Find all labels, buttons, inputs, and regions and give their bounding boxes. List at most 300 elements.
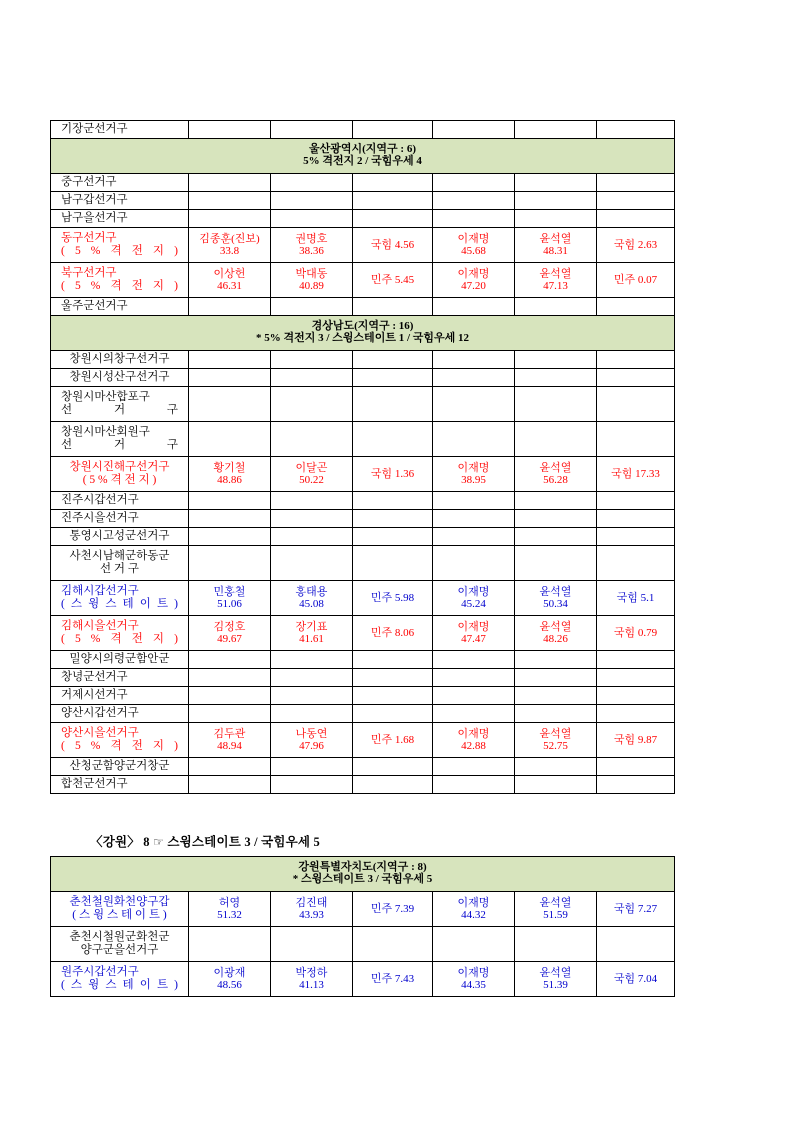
result-cell <box>189 927 271 962</box>
table-row <box>51 687 675 705</box>
cell-line: 민주 0.07 <box>613 273 658 286</box>
result-cell <box>515 457 597 492</box>
result-cell <box>189 457 271 492</box>
cell-line: 창원시성산구선거구 <box>69 370 170 383</box>
result-cell <box>271 723 353 758</box>
result-cell <box>353 228 433 263</box>
result-cell <box>433 422 515 457</box>
result-cell <box>515 776 597 794</box>
result-cell <box>353 962 433 997</box>
cell-line: 민주 8.06 <box>370 626 415 639</box>
result-cell <box>515 927 597 962</box>
result-cell <box>597 174 675 192</box>
result-cell <box>271 892 353 927</box>
result-cell <box>597 121 675 139</box>
result-cell <box>353 669 433 687</box>
cell-line: 48.31 <box>543 245 568 257</box>
result-cell <box>353 457 433 492</box>
table-row <box>51 210 675 228</box>
result-cell <box>189 528 271 546</box>
result-cell <box>353 723 433 758</box>
district-name-cell <box>51 369 189 387</box>
result-cell <box>353 298 433 316</box>
district-name-cell <box>51 687 189 705</box>
cell-line: 창원시마산합포구 <box>61 390 150 403</box>
cell-line: 김정호 <box>213 620 246 633</box>
cell-line: 동구선거구 <box>61 231 117 244</box>
table-row <box>51 510 675 528</box>
result-cell <box>515 422 597 457</box>
table-row <box>51 457 675 492</box>
cell-line: 윤석열 <box>539 585 572 598</box>
cell-line: 국힘 7.04 <box>613 972 658 985</box>
cell-line: 48.86 <box>217 474 242 486</box>
cell-line: ( 5 % 격 전 지 ) <box>61 633 178 645</box>
district-name-cell <box>51 581 189 616</box>
result-cell <box>271 927 353 962</box>
cell-line: ( 5 % 격 전 지 ) <box>61 245 178 257</box>
cell-line: 합천군선거구 <box>61 777 128 790</box>
cell-line: 윤석열 <box>539 232 572 245</box>
cell-line: 박정하 <box>295 966 328 979</box>
cell-line: 이재명 <box>457 585 490 598</box>
result-cell <box>433 351 515 369</box>
result-cell <box>597 210 675 228</box>
result-cell <box>433 927 515 962</box>
result-cell <box>433 387 515 422</box>
cell-line: 거제시선거구 <box>61 688 128 701</box>
cell-line: 진주시을선거구 <box>61 511 139 524</box>
result-cell <box>515 723 597 758</box>
result-cell <box>515 616 597 651</box>
table-row <box>51 298 675 316</box>
result-cell <box>433 758 515 776</box>
section-summary: 스윙스테이트 3 / 국힘우세 5 <box>167 835 320 849</box>
cell-line: 51.06 <box>217 598 242 610</box>
cell-line: ( 스 윙 스 테 이 트 ) <box>61 598 178 610</box>
cell-line: 민홍철 <box>213 585 246 598</box>
result-cell <box>189 758 271 776</box>
table-row <box>51 422 675 457</box>
cell-line: 56.28 <box>543 474 568 486</box>
district-name-cell <box>51 351 189 369</box>
district-name-cell <box>51 758 189 776</box>
result-cell <box>597 528 675 546</box>
result-cell <box>271 758 353 776</box>
result-cell <box>433 228 515 263</box>
cell-line: 43.93 <box>299 909 324 921</box>
cell-line: 국힘 2.63 <box>613 238 658 251</box>
result-cell <box>189 651 271 669</box>
result-cell <box>515 892 597 927</box>
result-cell <box>353 369 433 387</box>
cell-line: 윤석열 <box>539 620 572 633</box>
district-name-cell <box>51 723 189 758</box>
cell-line: 남구갑선거구 <box>61 193 128 206</box>
result-cell <box>515 121 597 139</box>
cell-line: 김두관 <box>213 727 246 740</box>
table-row <box>51 758 675 776</box>
result-cell <box>597 192 675 210</box>
result-cell <box>353 776 433 794</box>
cell-line: 선 거 구 <box>61 439 178 451</box>
table-row <box>51 581 675 616</box>
result-cell <box>597 298 675 316</box>
cell-line: 민주 7.39 <box>370 902 415 915</box>
cell-line: 46.31 <box>217 280 242 292</box>
result-cell <box>515 351 597 369</box>
table-row <box>51 351 675 369</box>
result-cell <box>353 263 433 298</box>
cell-line: 47.13 <box>543 280 568 292</box>
result-cell <box>433 457 515 492</box>
table-row <box>51 492 675 510</box>
cell-line: 국힘 9.87 <box>613 733 658 746</box>
result-cell <box>515 581 597 616</box>
result-cell <box>433 263 515 298</box>
cell-line: 이재명 <box>457 727 490 740</box>
cell-line: 국힘 4.56 <box>370 238 415 251</box>
result-cell <box>515 546 597 581</box>
result-cell <box>515 510 597 528</box>
region-header-cell <box>51 857 675 892</box>
cell-line: 50.34 <box>543 598 568 610</box>
district-name-cell <box>51 510 189 528</box>
district-name-cell <box>51 616 189 651</box>
cell-line: 김종훈(진보) <box>199 232 260 245</box>
cell-line: 이재명 <box>457 461 490 474</box>
cell-line: 황기철 <box>213 461 246 474</box>
result-cell <box>433 705 515 723</box>
result-cell <box>353 422 433 457</box>
result-cell <box>433 298 515 316</box>
result-cell <box>433 776 515 794</box>
cell-line: 48.94 <box>217 740 242 752</box>
result-cell <box>189 776 271 794</box>
result-cell <box>271 369 353 387</box>
result-cell <box>597 369 675 387</box>
cell-line: 선 거 구 <box>99 563 140 575</box>
region-title: 강원특별자치도(지역구 : 8) <box>298 861 427 874</box>
cell-line: 44.32 <box>461 909 486 921</box>
district-name-cell <box>51 705 189 723</box>
result-cell <box>597 705 675 723</box>
district-name-cell <box>51 263 189 298</box>
cell-line: 40.89 <box>299 280 324 292</box>
result-cell <box>353 510 433 528</box>
cell-line: 홍태용 <box>295 585 328 598</box>
cell-line: 47.47 <box>461 633 486 645</box>
cell-line: 진주시갑선거구 <box>61 493 139 506</box>
result-cell <box>353 351 433 369</box>
result-cell <box>433 669 515 687</box>
result-cell <box>271 387 353 422</box>
result-cell <box>189 351 271 369</box>
result-cell <box>515 387 597 422</box>
result-cell <box>515 298 597 316</box>
cell-line: ( 5 % 격 전 지 ) <box>82 474 157 486</box>
result-cell <box>271 351 353 369</box>
result-cell <box>189 546 271 581</box>
table-row <box>51 705 675 723</box>
cell-line: 북구선거구 <box>61 266 117 279</box>
cell-line: 국힘 1.36 <box>370 467 415 480</box>
result-cell <box>189 228 271 263</box>
result-cell <box>515 758 597 776</box>
result-cell <box>189 174 271 192</box>
result-cell <box>271 263 353 298</box>
region-subtitle: 5% 격전지 2 / 국힘우세 4 <box>303 155 422 167</box>
result-cell <box>433 369 515 387</box>
district-name-cell <box>51 121 189 139</box>
result-cell <box>433 174 515 192</box>
cell-line: 50.22 <box>299 474 324 486</box>
result-cell <box>515 528 597 546</box>
result-cell <box>433 546 515 581</box>
result-cell <box>433 687 515 705</box>
cell-line: 김진태 <box>295 896 328 909</box>
table-row <box>51 723 675 758</box>
result-cell <box>597 758 675 776</box>
result-cell <box>271 298 353 316</box>
result-cell <box>597 387 675 422</box>
region-header-cell <box>51 139 675 174</box>
cell-line: 민주 1.68 <box>370 733 415 746</box>
result-cell <box>189 723 271 758</box>
cell-line: 국힘 17.33 <box>611 467 660 480</box>
result-cell <box>597 616 675 651</box>
table-row <box>51 528 675 546</box>
result-cell <box>271 962 353 997</box>
result-cell <box>189 687 271 705</box>
cell-line: 선 거 구 <box>61 404 178 416</box>
result-cell <box>353 651 433 669</box>
result-cell <box>597 723 675 758</box>
ulsan-gyeongnam-table <box>50 120 675 794</box>
result-cell <box>271 492 353 510</box>
district-name-cell <box>51 210 189 228</box>
table-row <box>51 616 675 651</box>
cell-line: 김해시을선거구 <box>61 619 139 632</box>
cell-line: 52.75 <box>543 740 568 752</box>
cell-line: 48.26 <box>543 633 568 645</box>
result-cell <box>353 705 433 723</box>
result-cell <box>189 705 271 723</box>
result-cell <box>353 758 433 776</box>
region-header-row <box>51 857 675 892</box>
result-cell <box>597 457 675 492</box>
cell-line: 국힘 0.79 <box>613 626 658 639</box>
district-name-cell <box>51 528 189 546</box>
result-cell <box>433 510 515 528</box>
result-cell <box>189 210 271 228</box>
cell-line: 춘천시철원군화천군 <box>69 930 170 943</box>
cell-line: 이상헌 <box>213 267 246 280</box>
table-row <box>51 121 675 139</box>
table-row <box>51 669 675 687</box>
result-cell <box>189 616 271 651</box>
cell-line: 울주군선거구 <box>61 299 128 312</box>
cell-line: 51.39 <box>543 979 568 991</box>
result-cell <box>189 121 271 139</box>
cell-line: ( 5 % 격 전 지 ) <box>61 740 178 752</box>
result-cell <box>189 298 271 316</box>
table-row <box>51 263 675 298</box>
result-cell <box>271 422 353 457</box>
result-cell <box>271 174 353 192</box>
district-name-cell <box>51 651 189 669</box>
cell-line: 42.88 <box>461 740 486 752</box>
cell-line: 국힘 5.1 <box>616 591 655 604</box>
result-cell <box>353 581 433 616</box>
cell-line: 윤석열 <box>539 966 572 979</box>
table-row <box>51 962 675 997</box>
result-cell <box>271 546 353 581</box>
result-cell <box>271 776 353 794</box>
cell-line: 47.20 <box>461 280 486 292</box>
cell-line: 이재명 <box>457 966 490 979</box>
result-cell <box>353 892 433 927</box>
table-row <box>51 387 675 422</box>
table-row <box>51 927 675 962</box>
cell-line: 윤석열 <box>539 461 572 474</box>
cell-line: ( 스 윙 스 테 이 트 ) <box>61 979 178 991</box>
district-name-cell <box>51 492 189 510</box>
result-cell <box>597 351 675 369</box>
result-cell <box>515 192 597 210</box>
result-cell <box>433 210 515 228</box>
result-cell <box>597 228 675 263</box>
result-cell <box>353 616 433 651</box>
cell-line: 남구을선거구 <box>61 211 128 224</box>
cell-line: 박대동 <box>295 267 328 280</box>
result-cell <box>597 927 675 962</box>
cell-line: 45.24 <box>461 598 486 610</box>
table-row <box>51 174 675 192</box>
result-cell <box>189 422 271 457</box>
result-cell <box>271 528 353 546</box>
section-heading <box>90 832 744 850</box>
table-row <box>51 651 675 669</box>
cell-line: 윤석열 <box>539 896 572 909</box>
cell-line: 민주 5.45 <box>370 273 415 286</box>
result-cell <box>515 228 597 263</box>
result-cell <box>189 581 271 616</box>
cell-line: 이재명 <box>457 232 490 245</box>
table-row <box>51 228 675 263</box>
result-cell <box>353 174 433 192</box>
cell-line: 창원시의창구선거구 <box>69 352 170 365</box>
result-cell <box>353 492 433 510</box>
result-cell <box>515 669 597 687</box>
district-name-cell <box>51 192 189 210</box>
district-name-cell <box>51 174 189 192</box>
cell-line: 이재명 <box>457 620 490 633</box>
result-cell <box>271 510 353 528</box>
table-row <box>51 892 675 927</box>
cell-line: 45.68 <box>461 245 486 257</box>
cell-line: 권명호 <box>295 232 328 245</box>
table-row <box>51 546 675 581</box>
cell-line: 민주 5.98 <box>370 591 415 604</box>
result-cell <box>271 581 353 616</box>
result-cell <box>515 174 597 192</box>
result-cell <box>353 387 433 422</box>
cell-line: ( 5 % 격 전 지 ) <box>61 280 178 292</box>
result-cell <box>433 492 515 510</box>
cell-line: 김해시갑선거구 <box>61 584 139 597</box>
cell-line: 양구군을선거구 <box>80 944 159 956</box>
cell-line: 사천시남해군하동군 <box>69 549 170 562</box>
cell-line: ( 스 윙 스 테 이 트 ) <box>72 909 167 921</box>
result-cell <box>189 369 271 387</box>
result-cell <box>189 669 271 687</box>
region-subtitle: * 5% 격전지 3 / 스윙스테이트 1 / 국힘우세 12 <box>256 332 469 344</box>
result-cell <box>271 651 353 669</box>
district-name-cell <box>51 892 189 927</box>
district-name-cell <box>51 228 189 263</box>
cell-line: 48.56 <box>217 979 242 991</box>
result-cell <box>271 121 353 139</box>
result-cell <box>597 263 675 298</box>
district-name-cell <box>51 457 189 492</box>
cell-line: 47.96 <box>299 740 324 752</box>
cell-line: 양산시갑선거구 <box>61 706 139 719</box>
cell-line: 이재명 <box>457 896 490 909</box>
cell-line: 38.36 <box>299 245 324 257</box>
cell-line: 이재명 <box>457 267 490 280</box>
result-cell <box>433 192 515 210</box>
result-cell <box>353 121 433 139</box>
cell-line: 밀양시의령군함안군 <box>69 652 170 665</box>
cell-line: 통영시고성군선거구 <box>69 529 170 542</box>
table-row <box>51 192 675 210</box>
result-cell <box>433 528 515 546</box>
result-cell <box>433 616 515 651</box>
result-cell <box>433 581 515 616</box>
result-cell <box>433 651 515 669</box>
result-cell <box>597 892 675 927</box>
district-name-cell <box>51 669 189 687</box>
result-cell <box>189 892 271 927</box>
region-title: 울산광역시(지역구 : 6) <box>309 143 416 156</box>
result-cell <box>189 192 271 210</box>
result-cell <box>189 510 271 528</box>
result-cell <box>271 669 353 687</box>
result-cell <box>271 457 353 492</box>
result-cell <box>271 616 353 651</box>
cell-line: 윤석열 <box>539 267 572 280</box>
result-cell <box>353 528 433 546</box>
result-cell <box>271 210 353 228</box>
district-name-cell <box>51 298 189 316</box>
cell-line: 41.13 <box>299 979 324 991</box>
table-row <box>51 776 675 794</box>
cell-line: 49.67 <box>217 633 242 645</box>
cell-line: 44.35 <box>461 979 486 991</box>
region-title: 경상남도(지역구 : 16) <box>311 320 414 333</box>
result-cell <box>515 651 597 669</box>
cell-line: 기장군선거구 <box>61 122 128 135</box>
result-cell <box>433 723 515 758</box>
result-cell <box>515 705 597 723</box>
result-cell <box>353 192 433 210</box>
cell-line: 51.32 <box>217 909 242 921</box>
cell-line: 45.08 <box>299 598 324 610</box>
result-cell <box>515 687 597 705</box>
result-cell <box>597 581 675 616</box>
result-cell <box>597 546 675 581</box>
